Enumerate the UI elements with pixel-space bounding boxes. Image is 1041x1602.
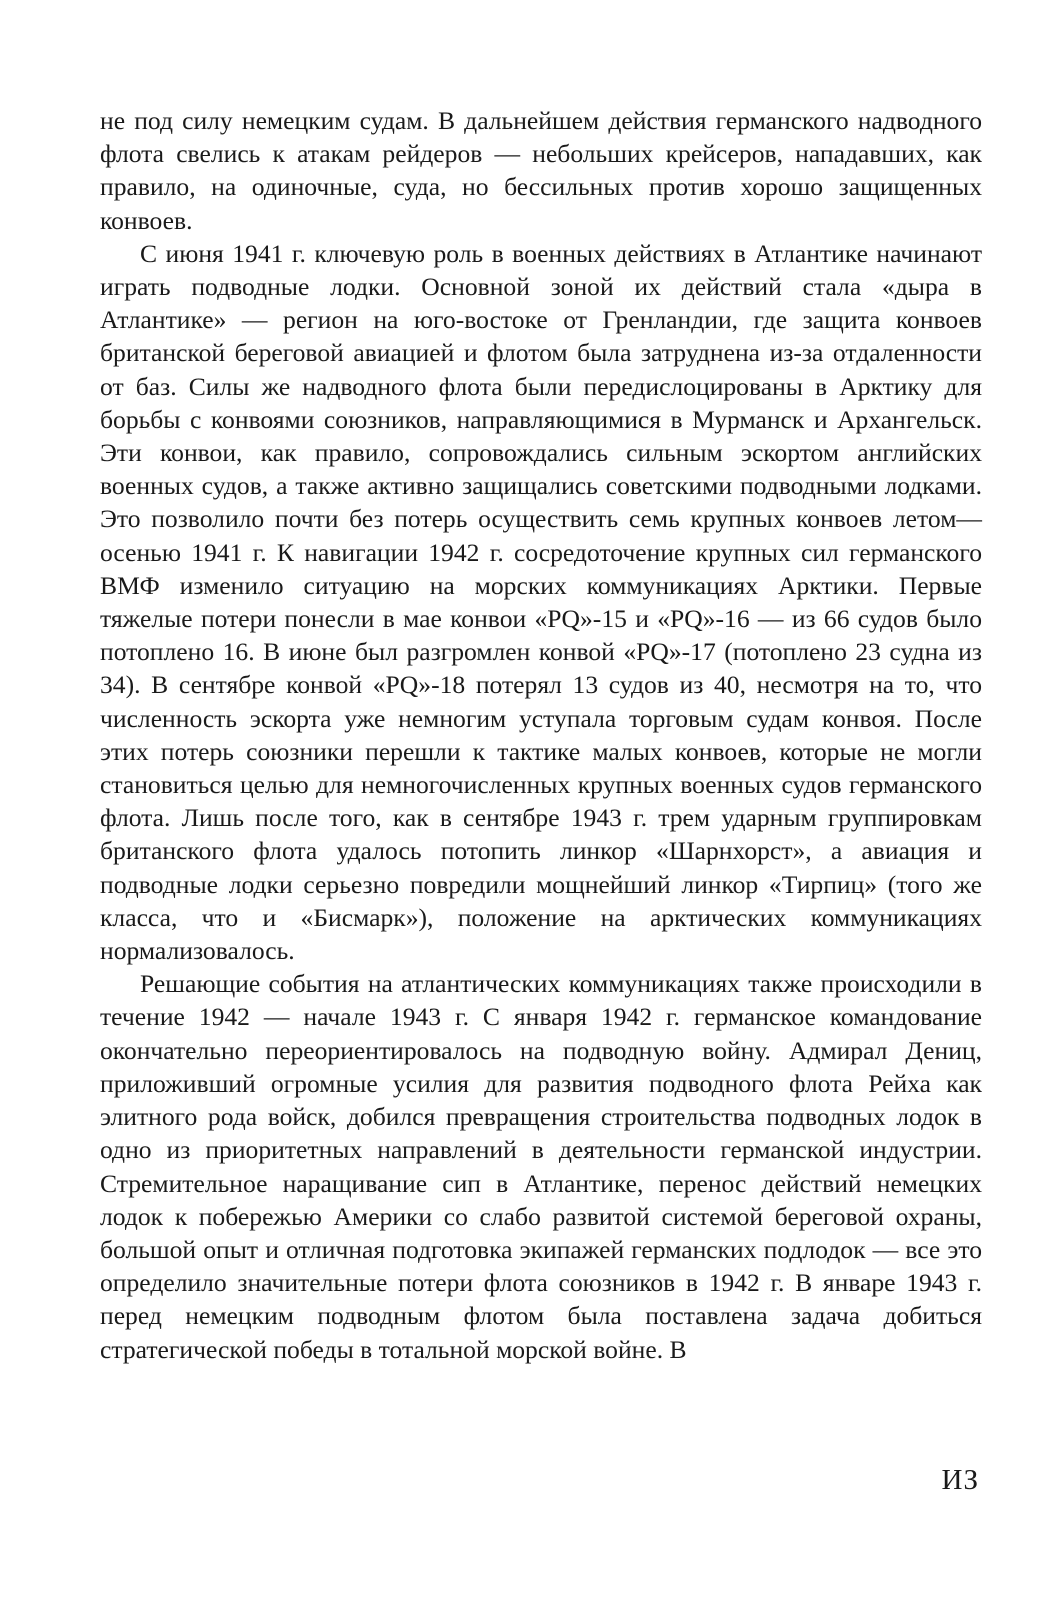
body-text bbox=[100, 104, 982, 1366]
page-number: ИЗ bbox=[941, 1464, 979, 1496]
paragraph-atlantic-events: Решающие события на атлантических коммуникациях также происходили в течение 1942 — начале 1943 г. С января 1942 г. германское командование окончательно переориентировалось на подводную войну. Адмирал Дениц, приложивший огромные усилия для развития подводного флота Рейха как элитного рода войск, добился превращения строительства подводных лодок в одно из приоритетных направлений в деятельности германской индустрии. Стремительное наращивание сип в Атлантике, перенос действий немецких лодок к побережью Америки со слабо развитой системой береговой охраны, большой опыт и отличная подготовка экипажей германских подлодок — все это определило значительные потери флота союзников в 1942 г. В январе 1943 г. перед немецким подводным флотом была поставлена задача добиться стратегической победы в тотальной морской войне. В bbox=[100, 969, 982, 1364]
paragraph-continuation: не под силу немецким судам. В дальнейшем действия германского надводного флота свелись к атакам рейдеров — небольших крейсеров, нападавших, как правило, на одиночные, суда, но бессильных против хорошо защищенных конвоев. bbox=[100, 106, 982, 235]
paragraph-arctic-convoys: С июня 1941 г. ключевую роль в военных действиях в Атлантике начинают играть подводные лодки. Основной зоной их действий стала «дыра в Атлантике» — регион на юго-востоке от Гренландии, где защита конвоев британской береговой авиацией и флотом была затруднена из-за отдаленности от баз. Силы же надводного флота были передислоцированы в Арктику для борьбы с конвоями союзников, направляющимися в Мурманск и Архангельск. Эти конвои, как правило, сопровождались сильным эскортом английских военных судов, а также активно защищались советскими подводными лодками. Это позволило почти без потерь осуществить семь крупных конвоев летом—осенью 1941 г. К навигации 1942 г. сосредоточение крупных сил германского ВМФ изменило ситуацию на морских коммуникациях Арктики. Первые тяжелые потери понесли в мае конвои «PQ»-15 и «PQ»-16 — из 66 судов было потоплено 16. В июне был разгромлен конвой «PQ»-17 (потоплено 23 судна из 34). В сентябре конвой «PQ»-18 потерял 13 судов из 40, несмотря на то, что численность эскорта уже немногим уступала торговым судам конвоя. После этих потерь союзники перешли к тактике малых конвоев, которые не могли становиться целью для немногочисленных крупных военных судов германского флота. Лишь после того, как в сентябре 1943 г. трем ударным группировкам британского флота удалось потопить линкор «Шарнхорст», а авиация и подводные лодки серьезно повредили мощнейший линкор «Тирпиц» (того же класса, что и «Бисмарк»), положение на арктических коммуникациях нормализовалось. bbox=[100, 238, 982, 966]
